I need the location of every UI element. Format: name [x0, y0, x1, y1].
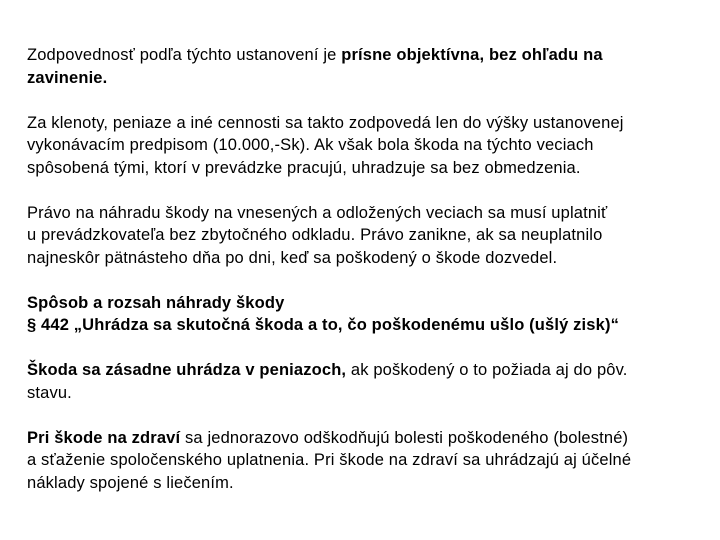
text-line: [27, 359, 697, 382]
text-line: [27, 112, 697, 135]
text-line: [27, 44, 697, 67]
text-run-bold: Pri škode na zdraví: [27, 428, 181, 447]
text-run-bold: prísne objektívna, bez ohľadu na: [341, 46, 603, 64]
text-run: sa jednorazovo odškodňujú bolesti poškodeného (bolestné): [180, 428, 629, 447]
text-run-bold: zavinenie.: [27, 68, 108, 87]
text-run: náklady spojené s liečením.: [27, 473, 234, 492]
text-run: najneskôr pätnásteho dňa po dni, keď sa poškodený o škode dozvedel.: [27, 248, 558, 267]
text-line: [27, 157, 697, 180]
text-line: [27, 224, 697, 247]
text-run-bold: Škoda sa zásadne uhrádza v peniazoch,: [27, 361, 347, 379]
text-line: [27, 382, 697, 405]
text-line: [27, 247, 697, 270]
text-line: [27, 427, 697, 450]
text-line: [27, 134, 697, 157]
text-run: spôsobená tými, ktorí v prevádzke pracujú, uhradzuje sa bez obmedzenia.: [27, 158, 581, 177]
text-run: ak poškodený o to požiada aj do pôv.: [346, 361, 628, 379]
paragraph-valuables: [27, 112, 697, 180]
text-line: [27, 202, 697, 225]
text-run: stavu.: [27, 383, 72, 402]
text-run: Zodpovednosť podľa týchto ustanovení je: [27, 46, 342, 64]
paragraph-claim-rights: [27, 202, 697, 270]
text-run: Právo na náhradu škody na vnesených a odložených veciach sa musí uplatniť: [27, 203, 608, 222]
text-run: a sťaženie spoločenského uplatnenia. Pri škode na zdraví sa uhrádzajú aj účelné: [27, 451, 632, 469]
text-line: [27, 472, 697, 495]
section-heading: [27, 292, 697, 315]
paragraph-compensation-heading: [27, 292, 697, 337]
text-line: [27, 67, 697, 90]
document-body: [27, 44, 697, 494]
section-citation: [27, 314, 697, 337]
text-run-bold: § 442 „Uhrádza sa skutočná škoda a to, čo poškodenému ušlo (ušlý zisk)“: [27, 316, 619, 334]
text-run: vykonávacím predpisom (10.000,-Sk). Ak však bola škoda na týchto veciach: [27, 136, 594, 154]
text-line: [27, 449, 697, 472]
text-run: Za klenoty, peniaze a iné cennosti sa takto zodpovedá len do výšky ustanovenej: [27, 113, 624, 132]
paragraph-money-compensation: [27, 359, 697, 404]
text-run: u prevádzkovateľa bez zbytočného odkladu. Právo zanikne, ak sa neuplatnilo: [27, 226, 603, 244]
text-run-bold: Spôsob a rozsah náhrady škody: [27, 293, 285, 312]
paragraph-health-damage: [27, 427, 697, 495]
paragraph-liability: [27, 44, 697, 89]
